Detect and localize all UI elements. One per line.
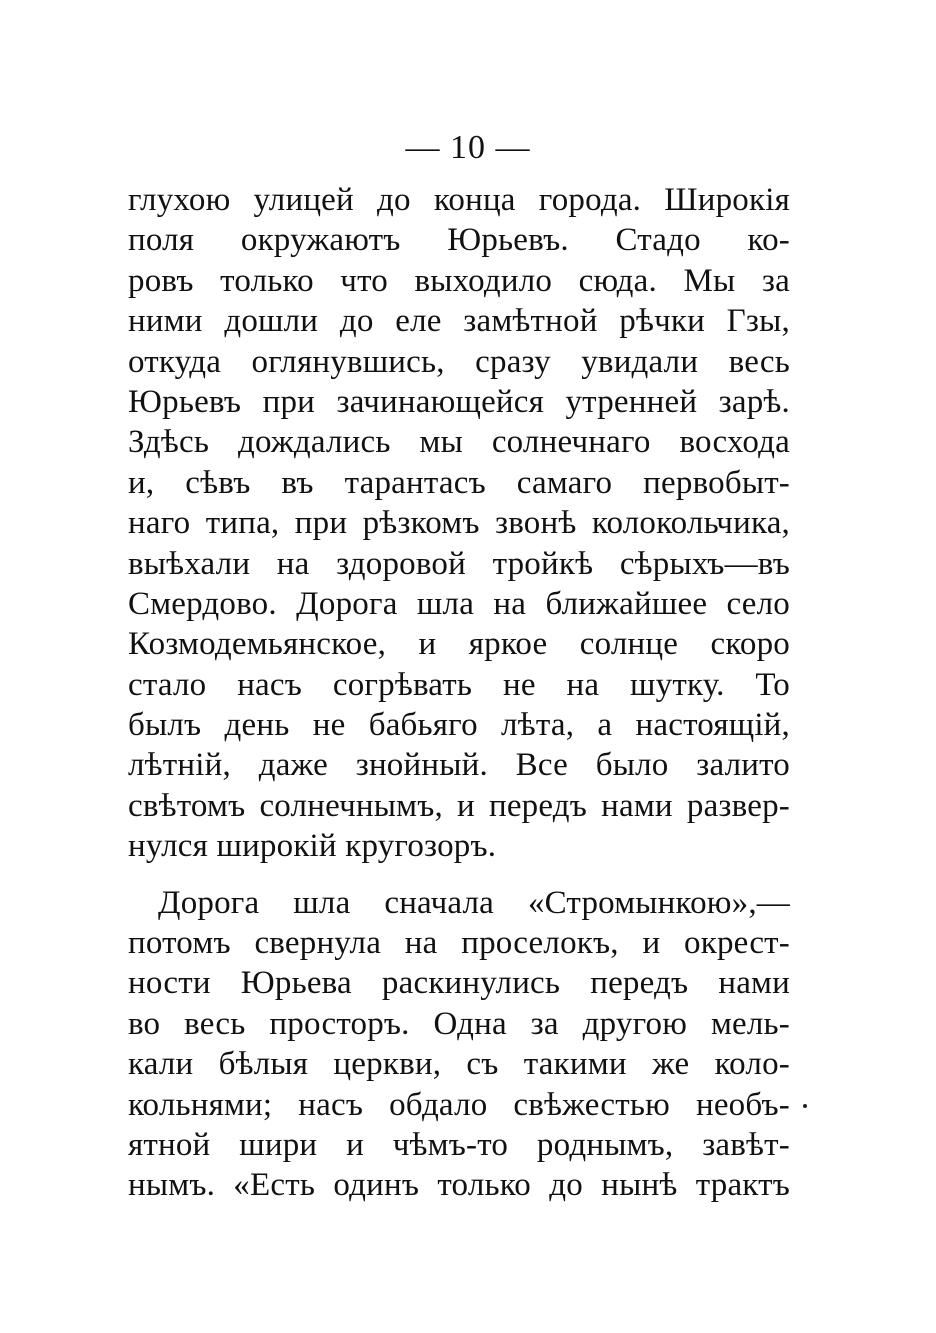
text-line: Юрьевъ при зачинающейся утренней зарѣ. [128, 383, 790, 420]
text-line: Дорога шла сначала «Стромынкою»,— [158, 884, 790, 921]
text-line: свѣтомъ солнечнымъ, и передъ нами развер- [128, 787, 790, 824]
ink-speck [803, 1104, 807, 1108]
text-line: Козмодемьянское, и яркое солнце скоро [128, 626, 790, 663]
paragraph-1 [128, 180, 790, 867]
text-line: стало насъ согрѣвать не на шутку. То [128, 666, 790, 703]
paragraph-2 [128, 883, 790, 1206]
text-line: Смердово. Дорога шла на ближайшее село [128, 585, 790, 622]
text-line: потомъ свернула на проселокъ, и окрест- [128, 925, 790, 962]
text-line: нымъ. «Есть одинъ только до нынѣ трактъ [128, 1167, 790, 1204]
page-number: — 10 — [405, 129, 531, 166]
text-line: и, сѣвъ въ тарантасъ самаго первобыт- [128, 464, 790, 501]
paragraph-gap [128, 867, 790, 883]
text-line: лѣтній, даже знойный. Все было залито [128, 747, 790, 784]
text-line: во весь просторъ. Одна за другою мель- [128, 1005, 790, 1042]
text-line: ними дошли до еле замѣтной рѣчки Гзы, [128, 303, 790, 340]
text-line: кольнями; насъ обдало свѣжестью необъ- [128, 1086, 790, 1123]
text-line: поля окружаютъ Юрьевъ. Стадо ко- [128, 222, 790, 259]
text-line: былъ день не бабьяго лѣта, а настоящій, [128, 707, 790, 744]
text-line: ровъ только что выходило сюда. Мы за [128, 262, 790, 299]
text-line: глухою улицей до конца города. Широкія [128, 182, 790, 218]
body-text [128, 180, 790, 1206]
text-line: наго типа, при рѣзкомъ звонѣ колокольчика, [128, 505, 790, 542]
text-line: Здѣсь дождались мы солнечнаго восхода [128, 424, 790, 461]
text-line: выѣхали на здоровой тройкѣ сѣрыхъ—въ [128, 545, 790, 582]
text-line: ности Юрьева раскинулись передъ нами [128, 965, 790, 1002]
text-line: нулся широкій кругозоръ. [128, 828, 497, 865]
text-line: ятной шири и чѣмъ-то роднымъ, завѣт- [128, 1126, 790, 1163]
text-line: откуда оглянувшись, сразу увидали весь [128, 343, 790, 380]
text-line: кали бѣлыя церкви, съ такими же коло- [128, 1046, 790, 1083]
